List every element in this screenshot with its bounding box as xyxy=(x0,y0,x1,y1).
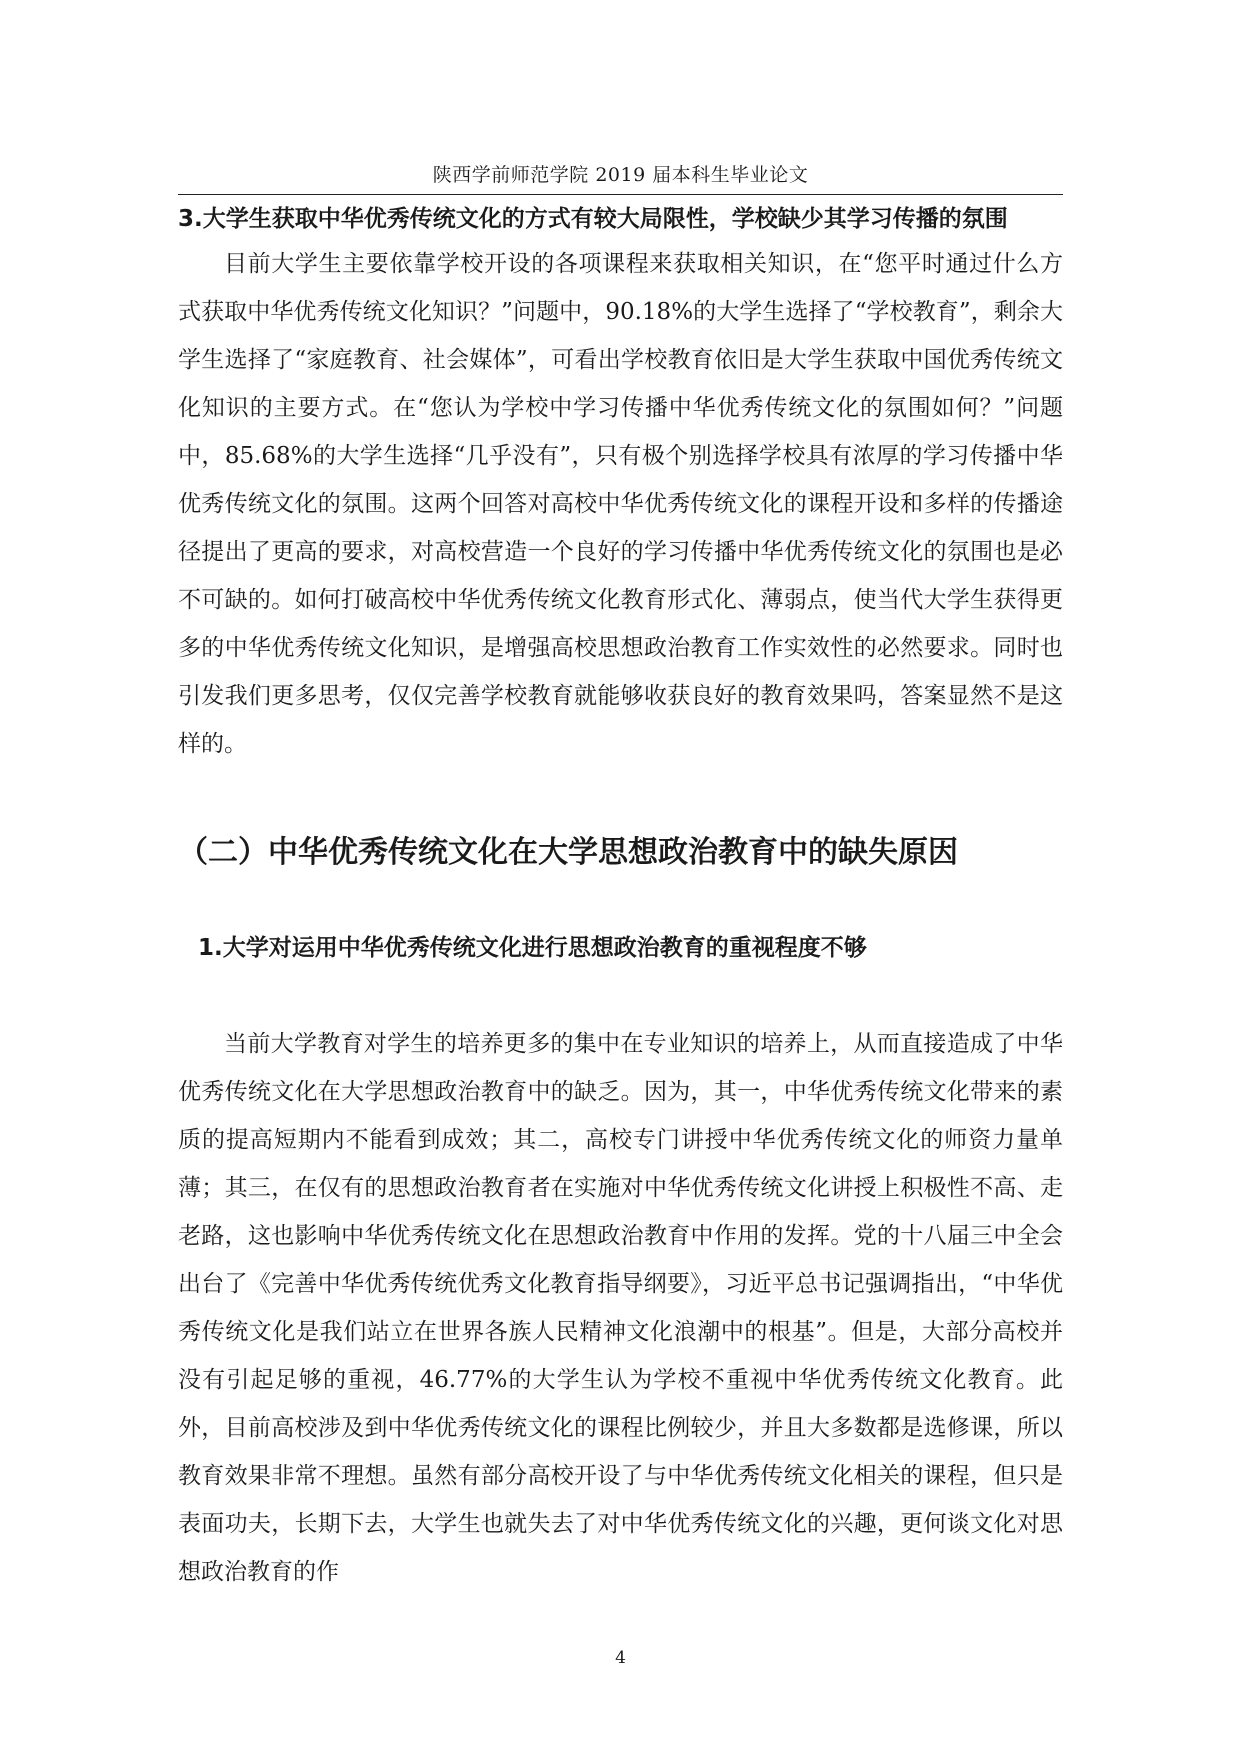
section-3-paragraph: 目前大学生主要依靠学校开设的各项课程来获取相关知识，在“您平时通过什么方式获取中华优秀传统文化知识？”问题中，90.18%的大学生选择了“学校教育”，剩余大学生选择了“家庭教育、社会媒体”，可看出学校教育依旧是大学生获取中国优秀传统文化知识的主要方式。在“您认为学校中学习传播中华优秀传统文化的氛围如何？”问题中，85.68%的大学生选择“几乎没有”，只有极个别选择学校具有浓厚的学习传播中华优秀传统文化的氛围。这两个回答对高校中华优秀传统文化的课程开设和多样的传播途径提出了更高的要求，对高校营造一个良好的学习传播中华优秀传统文化的氛围也是必不可缺的。如何打破高校中华优秀传统文化教育形式化、薄弱点，使当代大学生获得更多的中华优秀传统文化知识，是增强高校思想政治教育工作实效性的必然要求。同时也引发我们更多思考，仅仅完善学校教育就能够收获良好的教育效果吗，答案显然不是这样的。 xyxy=(178,251,1063,757)
section-heading-3: 3.大学生获取中华优秀传统文化的方式有较大局限性，学校缺少其学习传播的氛围 xyxy=(178,206,1008,232)
section-heading-2: （二）中华优秀传统文化在大学思想政治教育中的缺失原因 xyxy=(178,835,958,870)
page-number: 4 xyxy=(615,1648,626,1668)
header-rule xyxy=(178,194,1063,195)
subsection-1-paragraph: 当前大学教育对学生的培养更多的集中在专业知识的培养上，从而直接造成了中华优秀传统文化在大学思想政治教育中的缺乏。因为，其一，中华优秀传统文化带来的素质的提高短期内不能看到成效；其二，高校专门讲授中华优秀传统文化的师资力量单薄；其三，在仅有的思想政治教育者在实施对中华优秀传统文化讲授上积极性不高、走老路，这也影响中华优秀传统文化在思想政治教育中作用的发挥。党的十八届三中全会出台了《完善中华优秀传统优秀文化教育指导纲要》，习近平总书记强调指出，“中华优秀传统文化是我们站立在世界各族人民精神文化浪潮中的根基”。但是，大部分高校并没有引起足够的重视，46.77%的大学生认为学校不重视中华优秀传统文化教育。此外，目前高校涉及到中华优秀传统文化的课程比例较少，并且大多数都是选修课，所以教育效果非常不理想。虽然有部分高校开设了与中华优秀传统文化相关的课程，但只是表面功夫，长期下去，大学生也就失去了对中华优秀传统文化的兴趣，更何谈文化对思想政治教育的作 xyxy=(178,1031,1063,1585)
page-header-title: 陕西学前师范学院 2019 届本科生毕业论文 xyxy=(432,164,809,186)
subsection-heading-1: 1.大学对运用中华优秀传统文化进行思想政治教育的重视程度不够 xyxy=(198,935,867,961)
